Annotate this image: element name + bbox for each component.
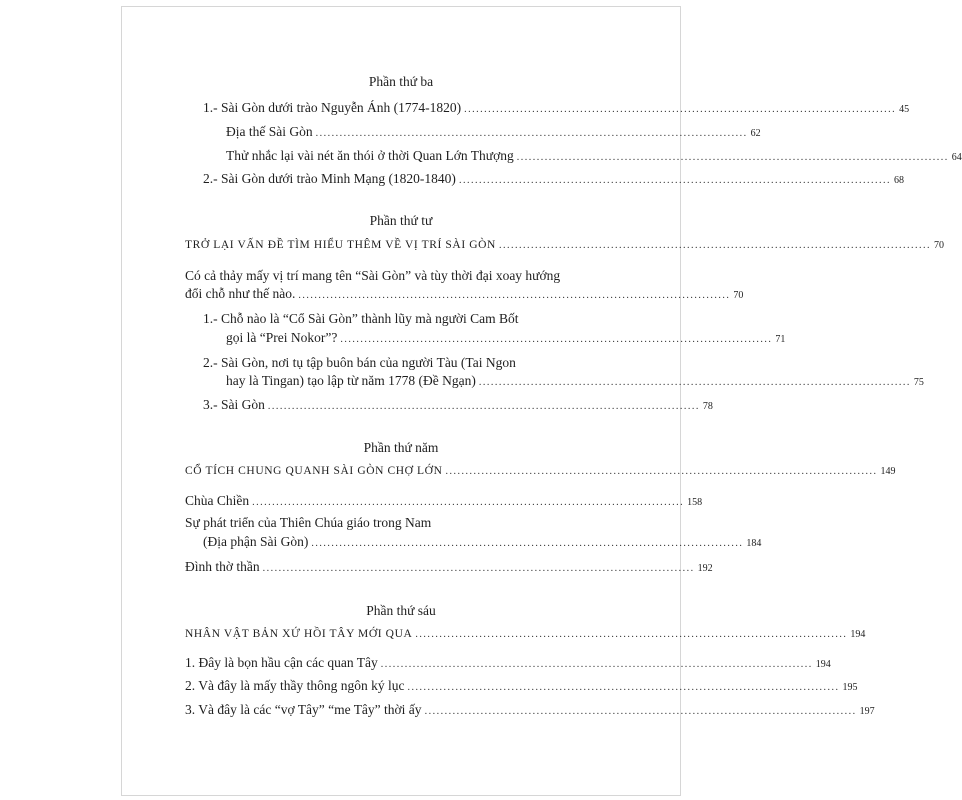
leader-dots: ............................................................................................................	[498, 240, 931, 251]
toc-entry-text: gọi là “Prei Nokor”?	[226, 330, 338, 345]
leader-dots: ............................................................................................................	[311, 538, 744, 549]
toc-heading-text: CỔ TÍCH CHUNG QUANH SÀI GÒN CHỢ LỚN	[185, 465, 443, 477]
toc-entry-text: 3. Và đây là các “vợ Tây” “me Tây” thời ấy	[185, 702, 422, 717]
part-title-sau: Phần thứ sáu	[366, 603, 436, 618]
toc-entry[interactable]	[203, 100, 910, 118]
part-title-tu: Phần thứ tư	[369, 213, 433, 228]
toc-page-number: 197	[859, 706, 875, 717]
leader-dots: ............................................................................................................	[407, 682, 840, 693]
toc-entry-text: 2.- Sài Gòn dưới trào Minh Mạng (1820-1840)	[203, 171, 456, 186]
toc-entry-text: 1. Đây là bọn hầu cận các quan Tây	[185, 655, 378, 670]
toc-entry-line1: Sự phát triển của Thiên Chúa giáo trong Nam	[185, 515, 432, 530]
toc-entry[interactable]	[185, 702, 875, 720]
toc-entry[interactable]	[203, 534, 762, 552]
toc-page-number: 45	[899, 104, 910, 115]
toc-entry[interactable]	[185, 655, 831, 673]
toc-heading-text: NHÂN VẬT BẢN XỨ HỒI TÂY MỚI QUA	[185, 628, 413, 640]
toc-entry[interactable]	[226, 124, 761, 142]
toc-entry-text: Đình thờ thần	[185, 559, 260, 574]
leader-dots: ............................................................................................................	[340, 334, 773, 345]
leader-dots: ............................................................................................................	[380, 659, 813, 670]
leader-dots: ............................................................................................................	[478, 377, 911, 388]
toc-entry[interactable]	[203, 397, 713, 415]
toc-page-number: 194	[850, 629, 866, 640]
book-page	[121, 6, 962, 796]
toc-page-number: 70	[933, 240, 944, 251]
toc-entry[interactable]	[185, 493, 703, 511]
toc-page-number: 78	[702, 401, 713, 412]
toc-entry[interactable]	[226, 330, 786, 348]
toc-entry[interactable]	[185, 678, 858, 696]
leader-dots: ............................................................................................................	[458, 175, 891, 186]
toc-page-number: 75	[913, 377, 924, 388]
leader-dots: ............................................................................................................	[267, 401, 700, 412]
toc-heading-text: TRỞ LẠI VẤN ĐỀ TÌM HIỂU THÊM VỀ VỊ TRÍ SÀI GÒN	[185, 239, 496, 251]
leader-dots: ............................................................................................................	[445, 466, 878, 477]
leader-dots: ............................................................................................................	[424, 706, 857, 717]
toc-entry[interactable]	[185, 559, 713, 577]
toc-page-number: 64	[951, 152, 962, 163]
toc-entry-line1: 1.- Chỗ nào là “Cổ Sài Gòn” thành lũy mà người Cam Bốt	[203, 311, 519, 326]
leader-dots: ............................................................................................................	[415, 629, 848, 640]
toc-section-heading[interactable]	[185, 465, 896, 483]
toc-entry-text: Địa thế Sài Gòn	[226, 124, 313, 139]
toc-page-number: 68	[893, 175, 904, 186]
toc-page-number: 192	[697, 563, 713, 574]
leader-dots: ............................................................................................................	[262, 563, 695, 574]
toc-entry-text: đổi chỗ như thế nào.	[185, 286, 296, 301]
toc-entry-text: (Địa phận Sài Gòn)	[203, 534, 309, 549]
toc-page-number: 70	[733, 290, 744, 301]
toc-section-heading[interactable]	[185, 239, 944, 257]
toc-page-number: 71	[775, 334, 786, 345]
leader-dots: ............................................................................................................	[252, 497, 685, 508]
toc-page-number: 158	[687, 497, 703, 508]
toc-entry-line1: Có cả thảy mấy vị trí mang tên “Sài Gòn” và tùy thời đại xoay hướng	[185, 268, 561, 283]
toc-entry-line1: 2.- Sài Gòn, nơi tụ tập buôn bán của người Tàu (Tai Ngon	[203, 355, 516, 370]
toc-entry-text: Chùa Chiền	[185, 493, 250, 508]
toc-page-number: 195	[842, 682, 858, 693]
toc-page-number: 62	[750, 128, 761, 139]
toc-section-heading[interactable]	[185, 628, 866, 646]
toc-entry[interactable]	[226, 373, 924, 391]
leader-dots: ............................................................................................................	[315, 128, 748, 139]
toc-page-number: 184	[746, 538, 762, 549]
leader-dots: ............................................................................................................	[298, 290, 731, 301]
toc-entry[interactable]	[185, 286, 744, 304]
toc-entry-text: Thử nhắc lại vài nét ăn thói ở thời Quan Lớn Thượng	[226, 148, 514, 163]
toc-entry[interactable]	[226, 148, 962, 166]
part-title-ba: Phần thứ ba	[368, 74, 434, 89]
toc-entry-text: 3.- Sài Gòn	[203, 397, 265, 412]
toc-entry-text: 2. Và đây là mấy thầy thông ngôn ký lục	[185, 678, 405, 693]
part-title-nam: Phần thứ năm	[363, 440, 439, 455]
leader-dots: ............................................................................................................	[464, 104, 897, 115]
toc-page-number: 194	[815, 659, 831, 670]
toc-entry[interactable]	[203, 171, 904, 189]
toc-page-number: 149	[880, 466, 896, 477]
toc-entry-text: 1.- Sài Gòn dưới trào Nguyễn Ánh (1774-1820)	[203, 100, 462, 115]
leader-dots: ............................................................................................................	[516, 152, 949, 163]
toc-entry-text: hay là Tingan) tạo lập từ năm 1778 (Đề Ngạn)	[226, 373, 476, 388]
